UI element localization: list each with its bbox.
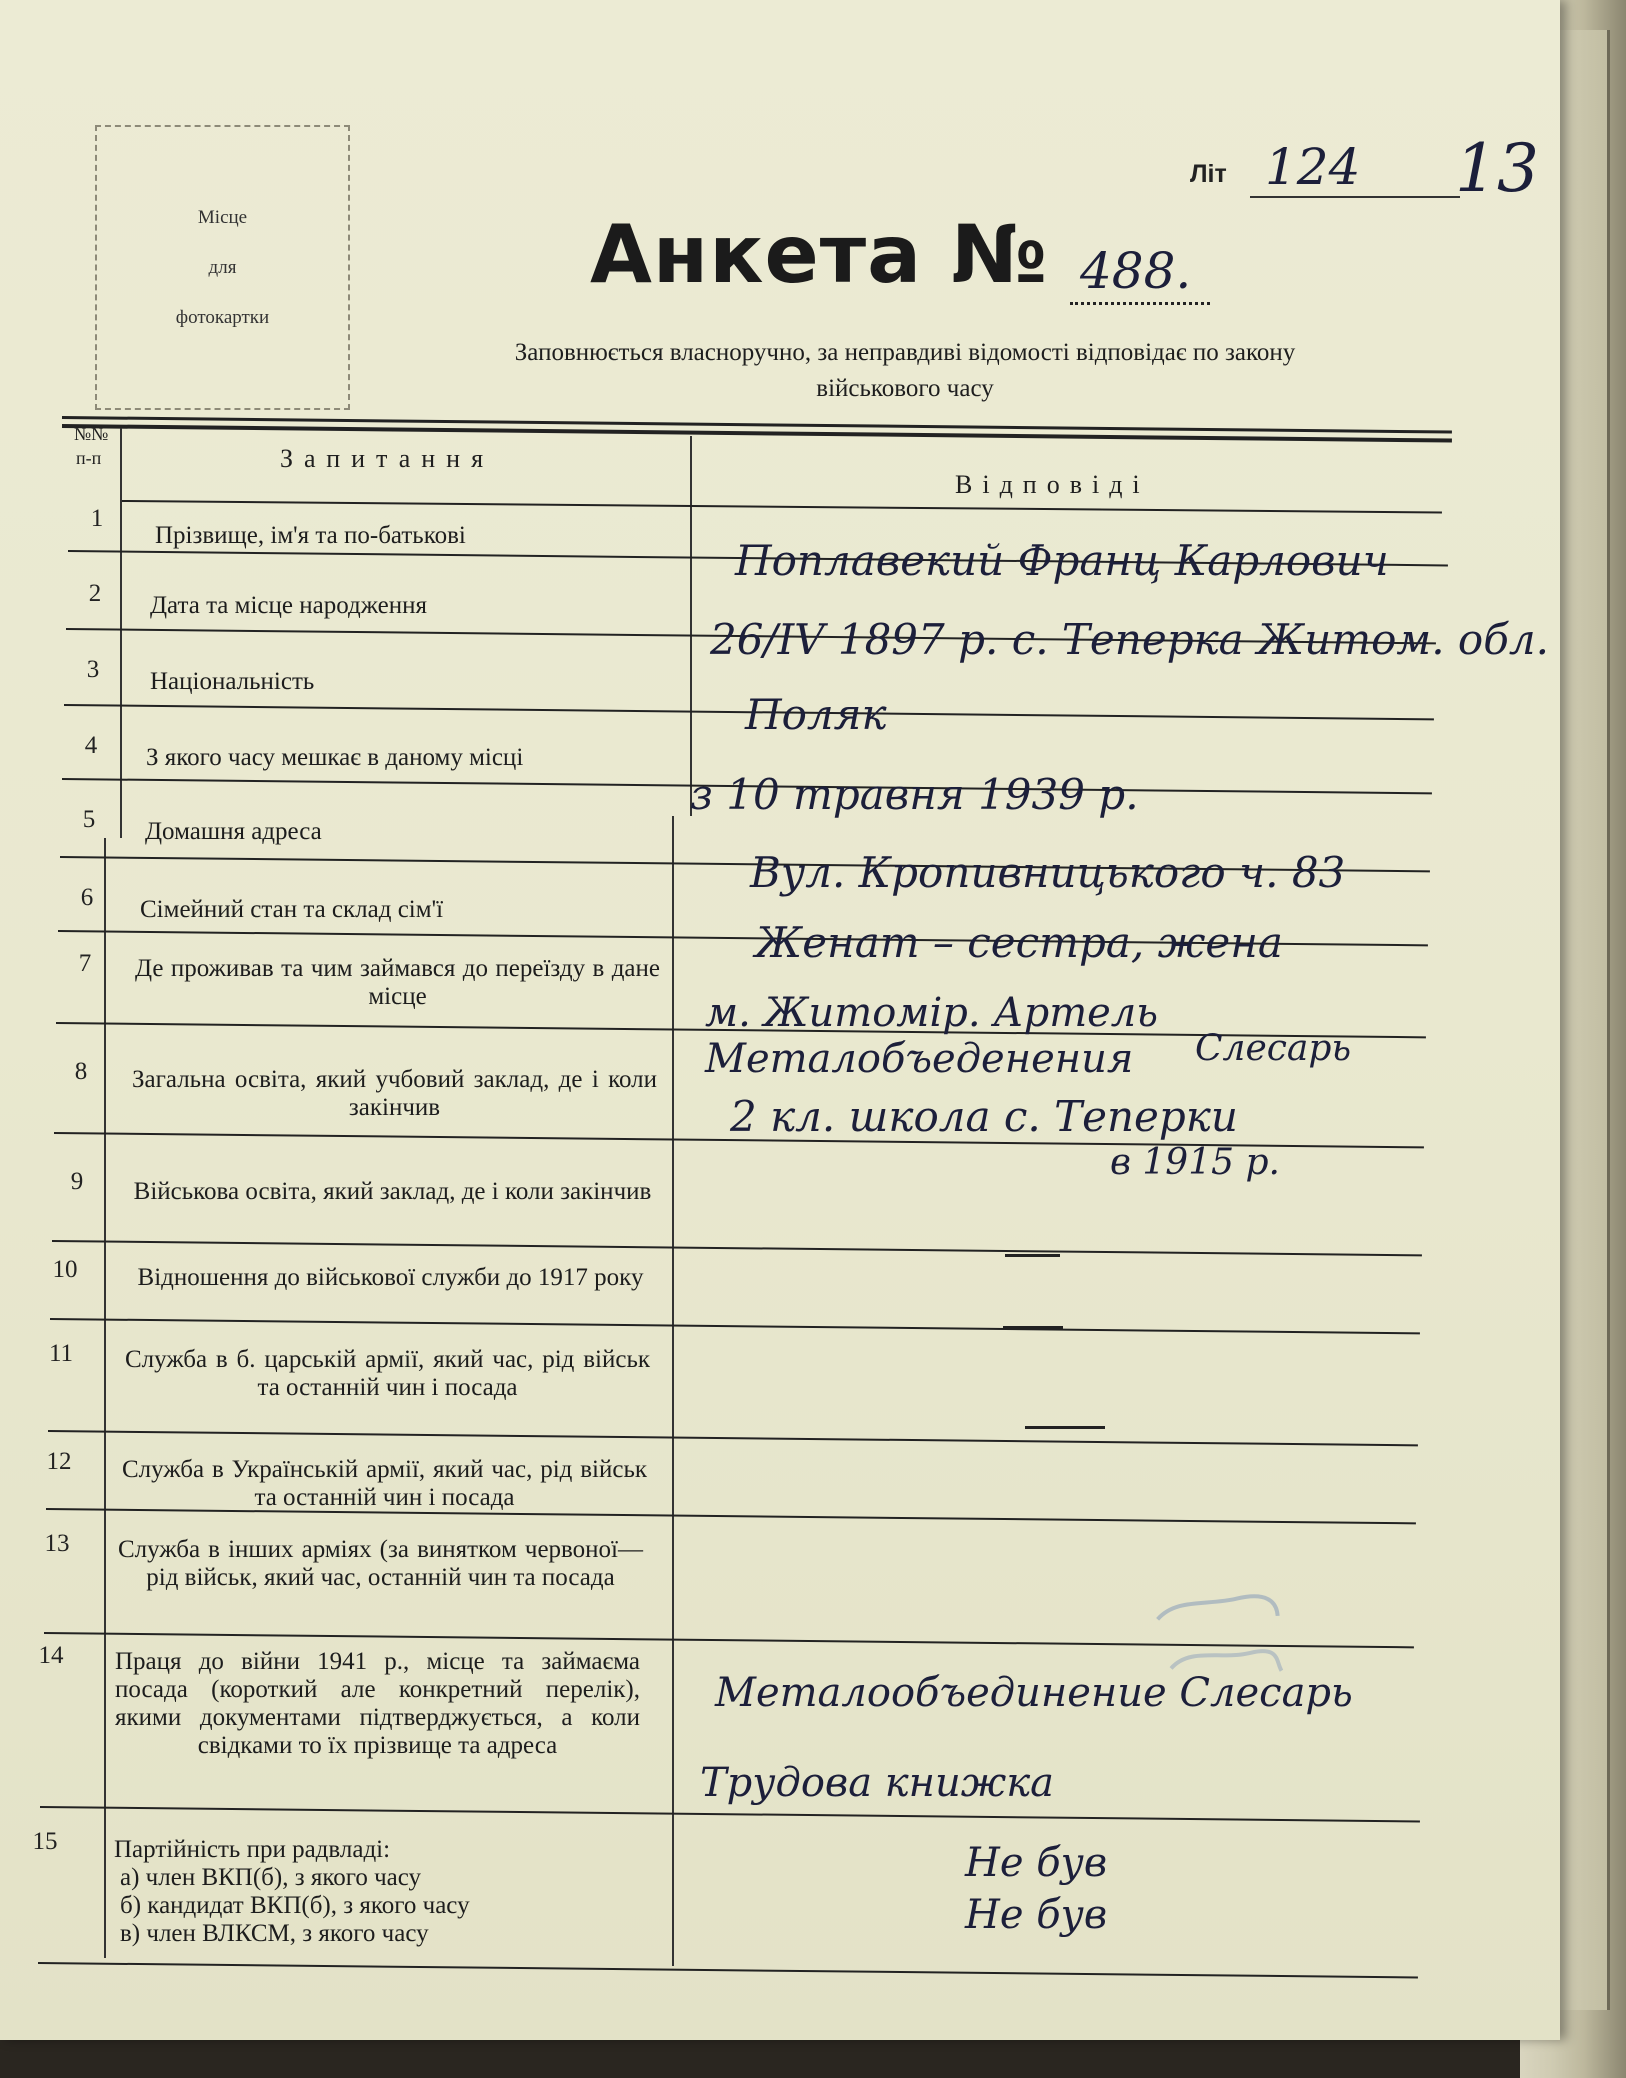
row-9-number: 9 [70,1168,84,1195]
row-15-answer: Не був [965,1840,1108,1886]
row-15-number: 15 [32,1828,58,1855]
photo-label-line2: для [208,256,237,278]
row-14-question: Праця до війни 1941 р., місце та займаєма посада (короткий але конкретний перелік), якими документами підтверджується, а коли свідками то їх прізвище та адреса [115,1648,640,1759]
row-15-question-b: б) кандидат ВКП(б), з якого часу [120,1892,470,1919]
col-divider-num-upper [120,428,122,838]
photo-label-line3: фотокартки [175,306,270,328]
row-11-number: 11 [48,1340,74,1367]
row-13-question: Служба в інших арміях (за винятком червоної—рід військ, який час, останній чин та посада [118,1536,643,1591]
col-divider-q-lower [672,816,674,1966]
row-15-question-title: Партійність при радвладі: [114,1836,391,1863]
row-9-answer-dash [1005,1254,1060,1257]
stamp-scribble-icon [1145,1570,1294,1719]
lit-value-1: 124 [1265,138,1361,196]
row-1-question: Прізвище, ім'я та по-батькові [155,522,466,549]
subtitle-line1: Заповнюється власноручно, за неправдиві відомості відповідає по закону [514,339,1296,366]
faint-stamp-mark [1145,1570,1295,1732]
row-11-answer-dash [1025,1426,1105,1429]
row-8-question: Загальна освіта, який учбовий заклад, де і коли закінчив [132,1066,657,1121]
row-3-answer: Поляк [745,690,887,739]
row-10-number: 10 [52,1256,78,1283]
row-4-question: З якого часу мешкає в даному місці [146,744,524,771]
row-3-question: Національність [150,668,315,695]
row-rule [40,1806,1420,1822]
row-12-question: Служба в Українській армії, який час, рід військ та останній чин і посада [122,1456,647,1511]
subtitle [375,335,1435,407]
row-7-question: Де проживав та чим займався до переїзду в дане місце [135,955,660,1010]
row-9-question: Військова освіта, який заклад, де і коли закінчив [133,1178,652,1205]
row-7-answer: м. Житомір. Артель Металобъеденения [705,990,1159,1082]
row-rule [122,500,1442,514]
row-14-answer-line2: Трудова книжка [700,1760,1054,1806]
num-header-2: п-п [76,448,102,468]
row-1-answer: Поплавекий Франц Карлович [735,536,1389,585]
row-2-number: 2 [88,580,102,607]
row-rule [52,1240,1422,1256]
row-6-answer: Женат – сестра, жена [755,918,1283,967]
row-14-answer: Металообъединение Слесарь [715,1670,1353,1716]
row-1-number: 1 [90,505,104,532]
row-rule [50,1318,1420,1334]
row-6-number: 6 [80,884,94,911]
form-number-underline [1070,302,1210,305]
row-3-number: 3 [86,656,100,683]
col-divider-q-upper [690,436,692,816]
col-divider-num-lower [104,838,106,1958]
row-5-number: 5 [82,806,96,833]
row-15-question-c: в) член ВЛКСМ, з якого часу [120,1920,429,1947]
row-10-question: Відношення до військової служби до 1917 року [137,1264,644,1291]
row-8-answer-line2: в 1915 р. [1110,1142,1280,1183]
row-7-number: 7 [78,950,92,977]
table-top-rule-2 [62,424,1452,443]
table-bottom-rule [38,1962,1418,1978]
photo-label-line1: Місце [197,206,248,228]
lit-label: Літ [1190,160,1227,188]
row-7-answer-line2: Слесарь [1195,1028,1352,1069]
row-6-question: Сімейний стан та склад сім'ї [140,896,444,923]
row-15-answer-line2: Не був [965,1892,1108,1938]
row-rule [48,1430,1418,1446]
row-5-question: Домашня адреса [145,818,322,845]
row-4-number: 4 [84,732,98,759]
row-2-question: Дата та місце народження [150,592,428,619]
row-4-answer: з 10 травня 1939 р. [690,770,1139,819]
form-number: 488. [1080,242,1192,300]
row-11-question: Служба в б. царській армії, який час, рід військ та останній чин і посада [125,1346,650,1401]
row-13-number: 13 [44,1530,70,1557]
subtitle-line2: військового часу [816,375,994,402]
lit-value-2: 13 [1455,130,1539,207]
row-8-number: 8 [74,1058,88,1085]
row-5-answer: Вул. Кропивницького ч. 83 [750,848,1346,897]
row-14-number: 14 [38,1642,64,1669]
row-15-question-a: а) член ВКП(б), з якого часу [120,1864,422,1891]
page-title: Анкета № [590,208,1049,301]
photo-placeholder [95,125,350,410]
row-2-answer: 26/IV 1897 р. с. Теперка Житом. обл. [710,615,1549,664]
row-12-number: 12 [46,1448,72,1475]
question-header: Запитання [280,444,495,473]
row-10-answer-dash [1003,1326,1063,1329]
row-15-question [110,1836,650,1948]
lit-underline [1250,196,1460,198]
answer-header: Відповіді [955,470,1150,499]
row-8-answer: 2 кл. школа с. Теперки [730,1092,1238,1141]
num-header-1: №№ [74,424,109,444]
